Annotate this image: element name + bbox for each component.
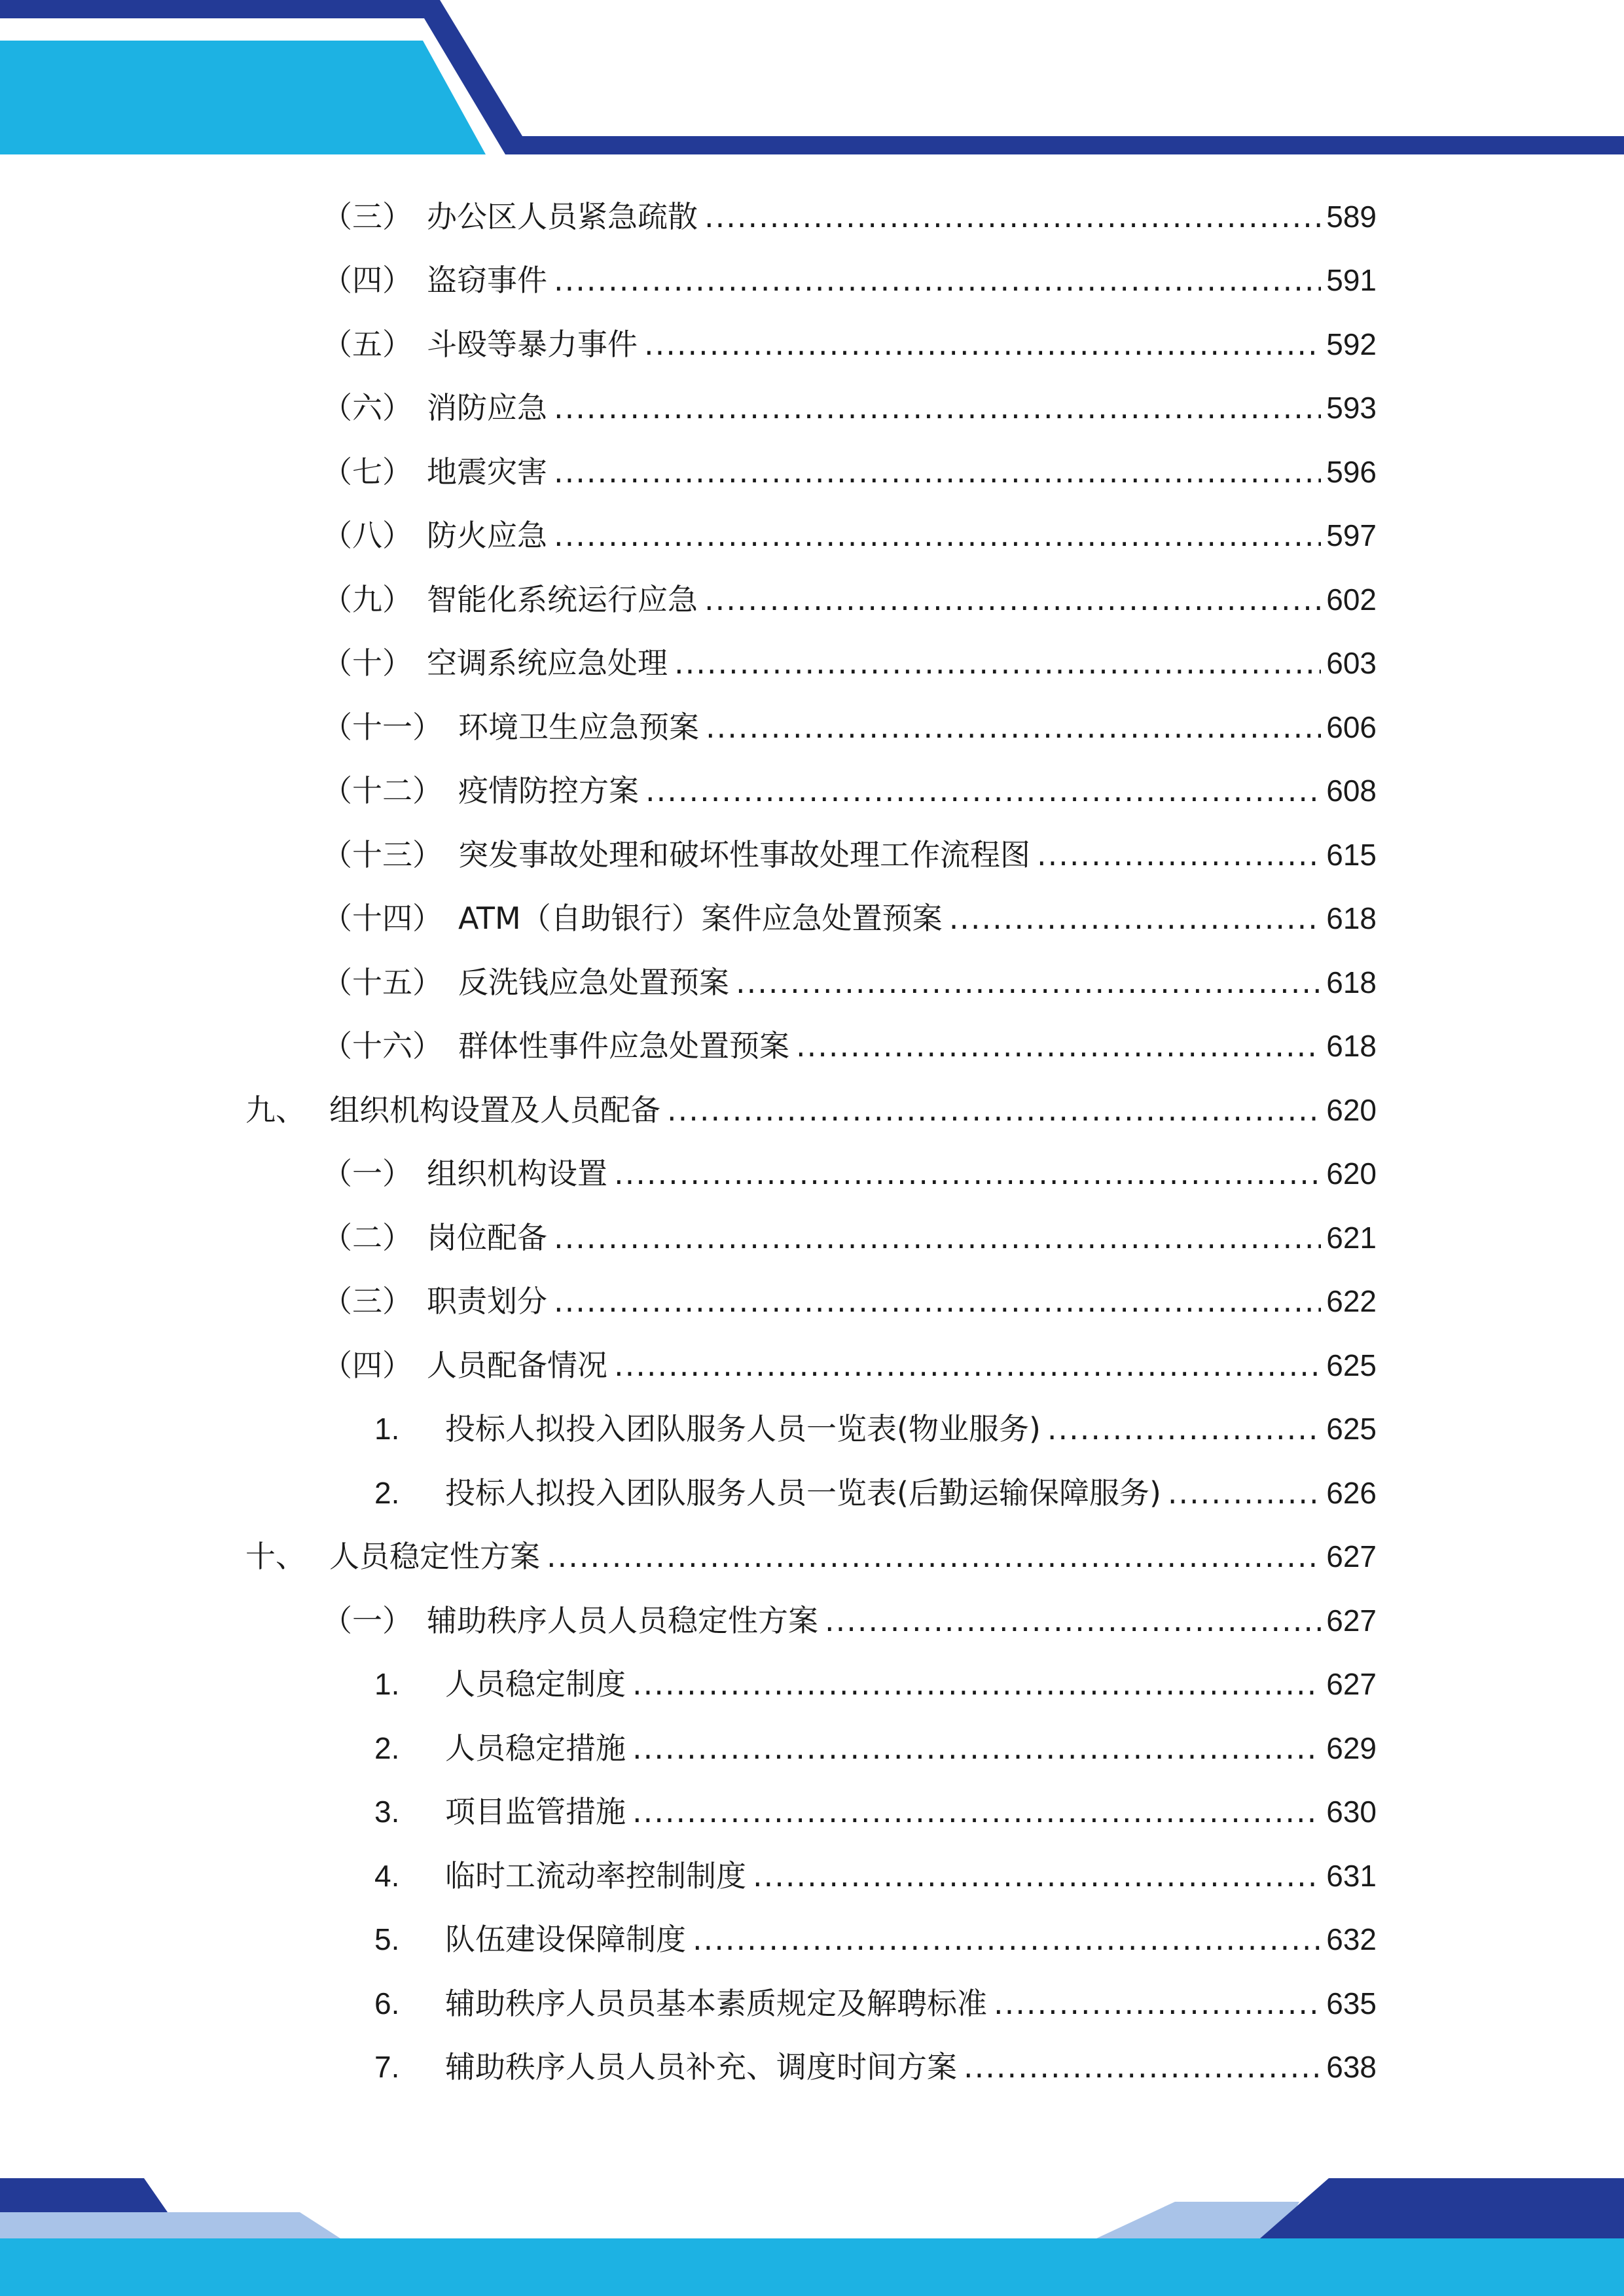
toc-entry-title: 辅助秩序人员人员稳定性方案 — [427, 1603, 818, 1638]
toc-page-number: 625 — [1326, 1348, 1377, 1382]
toc-entry[interactable] — [374, 1473, 1377, 1513]
dot-leader — [554, 452, 1321, 492]
dot-leader — [645, 771, 1321, 810]
toc-page-number: 638 — [1326, 2050, 1377, 2084]
toc-page-number: 618 — [1326, 965, 1377, 999]
toc-page-number: 631 — [1326, 1859, 1377, 1893]
toc-page-number: 593 — [1326, 391, 1377, 425]
toc-entry-title: 组织机构设置 — [427, 1156, 607, 1191]
toc-entry-title: 空调系统应急处理 — [427, 645, 668, 681]
toc-entry-number: 2. — [374, 1731, 400, 1765]
toc-entry[interactable] — [322, 1218, 1377, 1257]
dot-leader — [614, 1154, 1321, 1193]
toc-entry-number: 1. — [374, 1412, 400, 1446]
toc-entry-number: 九、 — [245, 1092, 306, 1128]
dot-leader — [693, 1920, 1321, 1959]
dot-leader — [554, 1218, 1321, 1257]
toc-page-number: 630 — [1326, 1795, 1377, 1829]
dot-leader — [667, 1090, 1321, 1130]
toc-page-number: 589 — [1326, 200, 1377, 234]
toc-entry-title: 地震灾害 — [427, 454, 547, 490]
toc-entry[interactable] — [322, 708, 1377, 747]
toc-entry[interactable] — [322, 643, 1377, 683]
toc-entry-title: 投标人拟投入团队服务人员一览表(物业服务) — [445, 1411, 1041, 1446]
toc-entry-number: 6. — [374, 1986, 400, 2020]
toc-entry-number: （三） — [322, 1283, 412, 1319]
toc-entry-number: （十五） — [322, 965, 442, 1000]
toc-page-number: 635 — [1326, 1986, 1377, 2020]
toc-entry-title: 防火应急 — [427, 518, 547, 553]
toc-entry-number: 2. — [374, 1476, 400, 1510]
dot-leader — [632, 1664, 1321, 1704]
dot-leader — [674, 643, 1321, 683]
toc-entry[interactable] — [322, 452, 1377, 492]
toc-entry-title: 环境卫生应急预案 — [458, 709, 699, 745]
toc-entry[interactable] — [374, 2047, 1377, 2087]
toc-entry-title: 反洗钱应急处置预案 — [458, 965, 729, 1000]
toc-entry-number: （十六） — [322, 1028, 442, 1064]
toc-entry[interactable] — [374, 1664, 1377, 1704]
toc-entry-number: （十四） — [322, 901, 442, 936]
toc-entry[interactable] — [322, 197, 1377, 236]
toc-entry[interactable] — [245, 1537, 1377, 1576]
toc-entry-title: 队伍建设保障制度 — [445, 1922, 686, 1957]
toc-page-number: 606 — [1326, 710, 1377, 744]
toc-page-number: 602 — [1326, 583, 1377, 617]
toc-page-number: 625 — [1326, 1412, 1377, 1446]
toc-page-number: 627 — [1326, 1539, 1377, 1573]
toc-entry[interactable] — [322, 580, 1377, 619]
toc-entry-title: 智能化系统运行应急 — [427, 582, 698, 617]
toc-entry[interactable] — [374, 1409, 1377, 1448]
toc-entry-number: （一） — [322, 1603, 412, 1638]
toc-entry-number: 7. — [374, 2050, 400, 2084]
toc-entry-title: 临时工流动率控制制度 — [445, 1858, 746, 1893]
toc-entry-number: 十、 — [245, 1539, 306, 1574]
dot-leader — [964, 2047, 1321, 2087]
dot-leader — [796, 1026, 1321, 1066]
dot-leader — [994, 1984, 1321, 2023]
dot-leader — [554, 516, 1321, 555]
toc-entry[interactable] — [374, 1984, 1377, 2023]
toc-entry-number: （九） — [322, 582, 412, 617]
toc-entry-title: 项目监管措施 — [445, 1794, 626, 1829]
toc-entry-number: （五） — [322, 327, 412, 362]
dot-leader — [949, 899, 1322, 938]
dot-leader — [1047, 1409, 1321, 1448]
toc-entry-title: 组织机构设置及人员配备 — [329, 1092, 660, 1128]
toc-entry-number: （六） — [322, 390, 412, 425]
toc-page-number: 621 — [1326, 1221, 1377, 1255]
toc-entry[interactable] — [322, 1601, 1377, 1640]
toc-entry-title: 人员配备情况 — [427, 1348, 607, 1383]
toc-entry-number: （十三） — [322, 837, 442, 872]
toc-entry[interactable] — [245, 1090, 1377, 1130]
toc-entry-number: （八） — [322, 518, 412, 553]
toc-entry-number: （三） — [322, 199, 412, 234]
toc-entry[interactable] — [374, 1792, 1377, 1831]
toc-entry[interactable] — [322, 963, 1377, 1002]
toc-entry-number: （四） — [322, 1348, 412, 1383]
toc-entry[interactable] — [322, 1154, 1377, 1193]
toc-page-number: 596 — [1326, 455, 1377, 489]
toc-page-number: 608 — [1326, 774, 1377, 808]
toc-entry-number: （一） — [322, 1156, 412, 1191]
toc-page-number: 629 — [1326, 1731, 1377, 1765]
toc-entry-number: 4. — [374, 1859, 400, 1893]
toc-entry[interactable] — [374, 1920, 1377, 1959]
toc-entry-title: ATM（自助银行）案件应急处置预案 — [458, 901, 943, 936]
toc-entry[interactable] — [322, 260, 1377, 300]
toc-entry-title: 人员稳定性方案 — [329, 1539, 540, 1574]
toc-entry[interactable] — [322, 835, 1377, 874]
dot-leader — [825, 1601, 1321, 1640]
toc-page-number: 591 — [1326, 263, 1377, 297]
toc-entry[interactable] — [322, 1026, 1377, 1066]
toc-page-number: 618 — [1326, 901, 1377, 935]
toc-entry-number: （二） — [322, 1220, 412, 1255]
toc-page-number: 632 — [1326, 1922, 1377, 1956]
toc-entry[interactable] — [322, 1346, 1377, 1385]
toc-entry-title: 办公区人员紧急疏散 — [427, 199, 698, 234]
toc-page-number: 620 — [1326, 1157, 1377, 1191]
toc-entry-title: 人员稳定措施 — [445, 1731, 626, 1766]
toc-entry-title: 斗殴等暴力事件 — [427, 327, 638, 362]
toc-entry-number: 3. — [374, 1795, 400, 1829]
toc-entry-number: （十一） — [322, 709, 442, 745]
toc-entry-number: （七） — [322, 454, 412, 490]
toc-page-number: 627 — [1326, 1604, 1377, 1638]
toc-entry-title: 岗位配备 — [427, 1220, 547, 1255]
dot-leader — [706, 708, 1321, 747]
toc-entry-title: 职责划分 — [427, 1283, 547, 1319]
toc-page-number: 627 — [1326, 1667, 1377, 1701]
toc-entry[interactable] — [322, 1282, 1377, 1321]
toc-entry[interactable] — [374, 1856, 1377, 1895]
toc-entry[interactable] — [322, 516, 1377, 555]
dot-leader — [644, 325, 1321, 364]
toc-page-number: 592 — [1326, 327, 1377, 361]
dot-leader — [704, 580, 1321, 619]
toc-entry-title: 突发事故处理和破坏性事故处理工作流程图 — [458, 837, 1030, 872]
dot-leader — [554, 1282, 1321, 1321]
toc-entry[interactable] — [374, 1729, 1377, 1768]
toc-page-number: 622 — [1326, 1284, 1377, 1318]
dot-leader — [554, 388, 1321, 427]
toc-page-number: 597 — [1326, 518, 1377, 552]
toc-entry-number: （四） — [322, 262, 412, 298]
toc-entry-number: 1. — [374, 1667, 400, 1701]
dot-leader — [736, 963, 1321, 1002]
dot-leader — [632, 1729, 1321, 1768]
toc-entry-number: （十二） — [322, 773, 442, 808]
dot-leader — [1168, 1473, 1321, 1513]
toc-page-number: 603 — [1326, 646, 1377, 680]
toc-entry-title: 盗窃事件 — [427, 262, 547, 298]
dot-leader — [614, 1346, 1321, 1385]
toc-page-number: 618 — [1326, 1029, 1377, 1063]
dot-leader — [1037, 835, 1321, 874]
dot-leader — [753, 1856, 1321, 1895]
toc-entry[interactable] — [322, 899, 1377, 938]
dot-leader — [554, 260, 1321, 300]
toc-page-number: 626 — [1326, 1476, 1377, 1510]
dot-leader — [547, 1537, 1321, 1576]
toc-entry-number: 5. — [374, 1922, 400, 1956]
toc-page-number: 615 — [1326, 838, 1377, 872]
toc-entry-title: 疫情防控方案 — [458, 773, 639, 808]
toc-entry-title: 辅助秩序人员人员补充、调度时间方案 — [445, 2049, 957, 2085]
toc-page-number: 620 — [1326, 1093, 1377, 1127]
toc-entry-title: 群体性事件应急处置预案 — [458, 1028, 789, 1064]
dot-leader — [632, 1792, 1321, 1831]
toc-entry[interactable] — [322, 388, 1377, 427]
dot-leader — [704, 197, 1321, 236]
toc-entry-number: （十） — [322, 645, 412, 681]
toc-entry[interactable] — [322, 771, 1377, 810]
toc-entry-title: 消防应急 — [427, 390, 547, 425]
toc-entry[interactable] — [322, 325, 1377, 364]
toc-entry-title: 辅助秩序人员员基本素质规定及解聘标准 — [445, 1986, 987, 2021]
toc-entry-title: 投标人拟投入团队服务人员一览表(后勤运输保障服务) — [445, 1475, 1161, 1511]
toc-entry-title: 人员稳定制度 — [445, 1666, 626, 1702]
